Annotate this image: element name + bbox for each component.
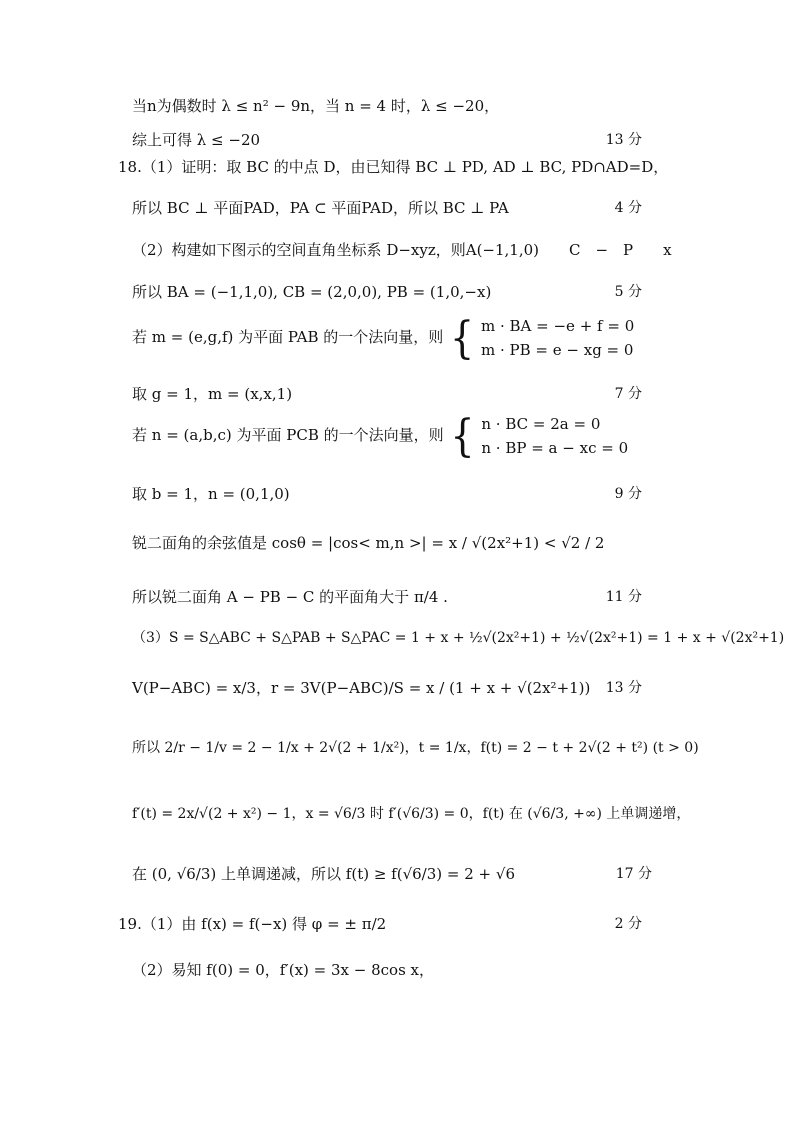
line-5-text: （2）构建如下图示的空间直角坐标系 D−xyz，则A(−1,1,0) C − P x <box>132 241 672 259</box>
line-19-text: （2）易知 f(0) = 0，f′(x) = 3x − 8cos x， <box>132 961 434 979</box>
line-9-text <box>132 412 628 460</box>
score-7: 7 分 <box>614 385 642 402</box>
line-16-text: f′(t) = 2x/√(2 + x²) − 1，x = √6/3 时 f′(√6/3) = 0，f(t) 在 (√6/3, +∞) 上单调递增， <box>132 805 691 822</box>
line-2-text: 综上可得 λ ≤ −20 <box>132 131 261 149</box>
score-9: 9 分 <box>614 485 642 502</box>
system-1-eq-1: m · BA = −e + f = 0 <box>481 317 635 335</box>
line-12-text: 所以锐二面角 A − PB − C 的平面角大于 π/4 . <box>132 588 448 606</box>
line-17-text: 在 (0, √6/3) 上单调递减，所以 f(t) ≥ f(√6/3) = 2 + √6 <box>132 865 515 883</box>
line-1-text: 当n为偶数时 λ ≤ n² − 9n，当 n = 4 时，λ ≤ −20， <box>132 97 500 115</box>
system-brace-2: { <box>450 410 475 462</box>
line-9-intro: 若 n = (a,b,c) 为平面 PCB 的一个法向量，则 <box>132 426 444 444</box>
line-6-text: 所以 BA = (−1,1,0), CB = (2,0,0), PB = (1,0,−x) <box>132 283 492 301</box>
score-4: 4 分 <box>614 199 642 216</box>
score-11: 11 分 <box>605 588 642 605</box>
score-5: 5 分 <box>614 283 642 300</box>
system-2-eq-1: n · BC = 2a = 0 <box>481 415 601 433</box>
equation-system-1 <box>481 314 634 362</box>
score-13-b: 13 分 <box>605 679 642 696</box>
system-brace-1: { <box>450 312 475 364</box>
line-7-text <box>132 314 634 362</box>
line-10-text: 取 b = 1，n = (0,1,0) <box>132 485 290 503</box>
line-4-text: 所以 BC ⊥ 平面PAD，PA ⊂ 平面PAD，所以 BC ⊥ PA <box>132 199 509 217</box>
line-3-text: 18.（1）证明：取 BC 的中点 D，由已知得 BC ⊥ PD, AD ⊥ BC, PD∩AD=D， <box>118 158 669 176</box>
score-13-a: 13 分 <box>605 131 642 148</box>
line-13-text: （3）S = S△ABC + S△PAB + S△PAC = 1 + x + ½√(2x²+1) + ½√(2x²+1) = 1 + x + √(2x²+1) <box>132 629 785 646</box>
system-1-eq-2: m · PB = e − xg = 0 <box>481 341 634 359</box>
system-2-eq-2: n · BP = a − xc = 0 <box>481 439 629 457</box>
line-14-text: V(P−ABC) = x/3，r = 3V(P−ABC)/S = x / (1 + x + √(2x²+1)) <box>132 679 591 697</box>
equation-system-2 <box>481 412 628 460</box>
line-15-text: 所以 2/r − 1/v = 2 − 1/x + 2√(2 + 1/x²)，t = 1/x，f(t) = 2 − t + 2√(2 + t²) (t > 0) <box>132 739 699 756</box>
line-11-text: 锐二面角的余弦值是 cosθ = |cos< m,n >| = x / √(2x²+1) < √2 / 2 <box>132 534 605 552</box>
score-2: 2 分 <box>614 915 642 932</box>
line-8-text: 取 g = 1，m = (x,x,1) <box>132 385 293 403</box>
line-18-text: 19.（1）由 f(x) = f(−x) 得 φ = ± π/2 <box>118 915 387 933</box>
line-7-intro: 若 m = (e,g,f) 为平面 PAB 的一个法向量，则 <box>132 328 444 346</box>
score-17: 17 分 <box>615 865 652 882</box>
